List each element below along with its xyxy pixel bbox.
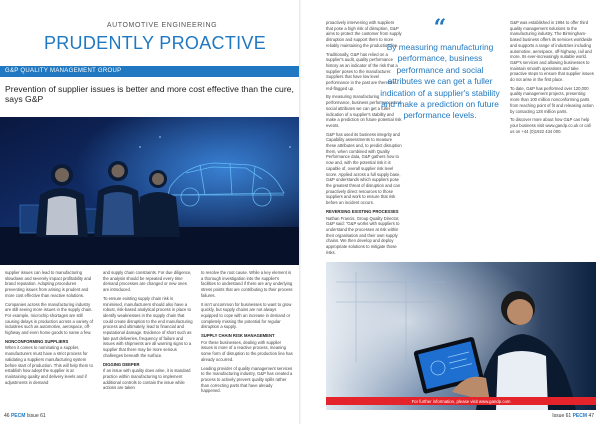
paragraph: supplier issues can lead to manufacturing slowdown and severely impact profitability and brand reputation. Adopting procedures preventing issues from arising is prudent and more cost effective than reactive solutions.	[5, 270, 92, 298]
magazine-brand: PECM	[572, 413, 588, 419]
further-info-link[interactable]: For further information, please visit www.gandp.com	[411, 398, 511, 404]
engineers-photo	[0, 117, 300, 265]
subheading: NONCONFORMING SUPPLIERS	[5, 338, 69, 344]
section-label: G&P QUALITY MANAGEMENT GROUP	[5, 68, 122, 74]
page-number: 47	[588, 413, 594, 419]
pull-quote-text: By measuring manufacturing performance, business performance and social attributes we can get a fuller indication of a supplier's stability and make a prediction on future performance levels.	[380, 42, 500, 121]
body-column-1	[5, 270, 95, 388]
section-bar	[0, 66, 300, 77]
paragraph: G&P has used its business integrity and Capability assessments to measure these attributes and, to predict disruption them, when combined with Quality Performance data, G&P gathers how to now and, with the potential risk it is capable of, overall supplier risk level score. Applied across a full supply base, G&P understands which suppliers pose the greatest threat of disruption and can proactively direct resources to those suppliers and work to ensure that risk before an incident occurs.	[326, 131, 402, 206]
paragraph: proactively intervening with suppliers that pose a high risk of disruption, G&P aims to protect the customer from supply disruption and support them to more reliably maintaining the production line.	[326, 20, 402, 48]
pull-quote	[380, 15, 500, 140]
further-info-bar[interactable]	[326, 397, 596, 405]
engineer-tablet-illustration	[326, 262, 596, 410]
issue-number: Issue 61	[26, 413, 46, 419]
page-footer-left	[4, 413, 46, 419]
paragraph: Nathan Francis, Group Quality Director, G&P said: "G&P works with suppliers to understand the processes at risk within their organisation and their own supply chains. We then develop and deploy appropriate solutions to mitigate those risks.	[326, 215, 400, 255]
paragraph: To discover more about how G&P can help your business visit www.gandp.co.uk or call us on +44 (0)1922 434 000.	[510, 117, 591, 134]
issue-number: Issue 61	[552, 413, 572, 419]
subheading: REVERSING EXISTING PROCESSES	[326, 208, 399, 214]
subheading: DIGGING DEEPER	[103, 361, 140, 367]
intro-standfirst: Prevention of supplier issues is better and more cost effective than the cure, says G&P	[5, 84, 294, 105]
paragraph: Traditionally, G&P has relied on a supplier's audit, quality performance history as an indicator of the risk that a supplier poses to the manufacturer. Suppliers that have low level performance in the past are therefore red-flagged up.	[326, 51, 398, 91]
paragraph: to resolve the root cause. While a key element is a thorough investigation into the supplier's facilities to understand if there are any underlying stress points that are contributing to their process failures.	[201, 270, 293, 298]
quote-mark-icon: “	[433, 15, 447, 41]
paragraph: If an issue with quality does arise, it is standard practice within manufacturing to implement additional controls to contain the issue while actions are taken	[103, 368, 191, 391]
magazine-brand: PECM	[10, 413, 26, 419]
subheading: SUPPLY CHAIN RISK MANAGEMENT	[201, 333, 275, 339]
category-kicker: AUTOMOTIVE ENGINEERING	[106, 22, 218, 29]
body-column-3	[201, 270, 293, 397]
paragraph: When it comes to nominating a supplier, manufacturers must have a strict process for validating a suppliers manufacturing system before start of production. This will help them to establish how adept the supplier is at maintaining quality and delivery levels and if adjustments in demand	[5, 345, 93, 385]
paragraph: To date, G&P has performed over 120,000 quality management projects, presenting more than 100 million nonconforming parts from reaching point of fit and releasing action by contacting 128 million parts.	[510, 85, 594, 114]
paragraph: For these businesses, dealing with supplier issues is more of a reactive process, meaning some form of disruption to the production line has already occurred.	[201, 339, 293, 362]
article-headline: PRUDENTLY PROACTIVE	[43, 33, 267, 53]
paragraph: By measuring manufacturing performance, business performance and social attributes we can get a fuller indication of a supplier's stability and make a prediction on future potential risk events.	[326, 94, 402, 128]
paragraph: Leading provider of quality management services to the manufacturing industry, G&P has created a process to actively prevent quality spills rather than correcting parts that have already happened.	[201, 365, 293, 394]
body-column-2	[103, 270, 193, 394]
paragraph: To ensure existing supply chain risk is minimised, manufacturers should also have a robust, risk-based analytical process in place to identify weaknesses in the supply chain that could create disruption to the end manufacturing process and ultimately, lead to financial and reputational damage. Evidence of short such as late part deliveries, frequency of failure and issues with shipments are all warning signs to a supplier that there may be more serious challenges beneath the surface.	[103, 295, 193, 358]
paragraph: and supply chain constraints. For due diligence, the analysis should be repeated every time demand processes are changed or new ones are introduced.	[103, 270, 192, 293]
page-footer-right	[552, 413, 594, 419]
page-number: 46	[4, 413, 10, 419]
engineer-tablet-photo	[326, 262, 596, 410]
paragraph: Companies across the manufacturing industry are still seeing more issues in the supply chain. For example, microchip shortages are still causing delays in production across a variety of industries such as automotive, aerospace, off-highway and even home goods to name a few.	[5, 301, 93, 336]
paragraph: It isn't uncommon for businesses to want to grow quickly, but supply chains are not always equipped to cope with an increase in demand or completely missing the potential for regular disruption a supply.	[201, 301, 292, 330]
paragraph: G&P was established in 1994 to offer third quality management solutions to the manufacturing industry. The Birmingham-based business offers its services worldwide and supports a range of industries including automotive, aerospace, off-highway, rail and more. Its ever-increasingly suitable world. G&P's services and allowing businesses to maintain smooth operations and take proactive steps to ensure that supplier issues do not arise in the first place.	[510, 20, 594, 83]
engineers-photo-illustration	[0, 117, 300, 265]
body-column-5	[510, 20, 594, 137]
